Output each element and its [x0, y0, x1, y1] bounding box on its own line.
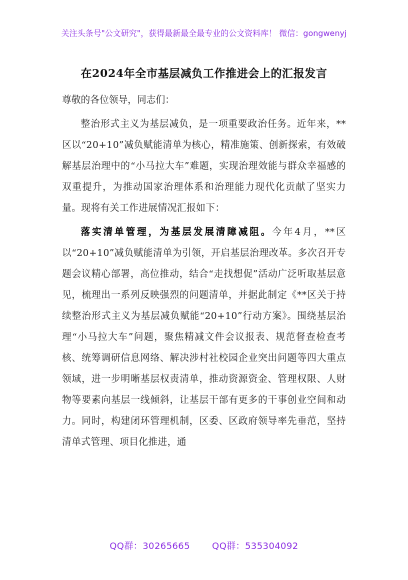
paragraph-section-1 [62, 222, 346, 453]
paragraph-intro: 整治形式主义为基层减负，是一项重要政治任务。近年来，**区以“20+10”减负赋能清单为核心，精准施策、创新探索，有效破解基层治理中的“小马拉大车”难题，实现治理效能与群众幸福感的双重提升，为推动国家治理体系和治理能力现代化贡献了坚实力量。现将有关工作进展情况汇报如下： [62, 119, 346, 214]
document-body [62, 90, 346, 453]
document-title: 在2024年全市基层减负工作推进会上的汇报发言 [80, 67, 328, 80]
promo-header: 关注头条号"公文研究"，获得最新最全最专业的公文资料库！ 微信：gongwenyj [61, 29, 347, 38]
salutation: 尊敬的各位领导，同志们： [62, 95, 175, 106]
promo-footer [0, 539, 408, 552]
section-1-lead: 落实清单管理，为基层发展清障减阻。 [80, 227, 273, 238]
section-1-text: 今年4月，**区以“20+10”减负赋能清单为引领，开启基层治理改革。多次召开专题会议精心部署，高位推动，结合“走找想促”活动广泛听取基层意见，梳理出一系列反映强烈的问题清单，并据此制定《**区关于持续整治形式主义为基层减负赋能“20+10”行动方案》。围绕基层治理“小马拉大车”问题，聚焦精减文件会议报表、规范督查检查考核、统筹调研信息网络、解决涉村社校园企业突出问题等四大重点领域，进一步明晰基层权责清单，推动资源资金、管理权限、人财物等要素向基层一线倾斜，让基层干部有更多的干事创业空间和动力。同时，构建闭环管理机制，区委、区政府领导率先垂范，坚持清单式管理、项目化推进，通 [62, 227, 346, 448]
footer-qq-group-1: QQ群：30265665 [109, 542, 191, 552]
footer-qq-group-2: QQ群：535304092 [212, 542, 299, 552]
